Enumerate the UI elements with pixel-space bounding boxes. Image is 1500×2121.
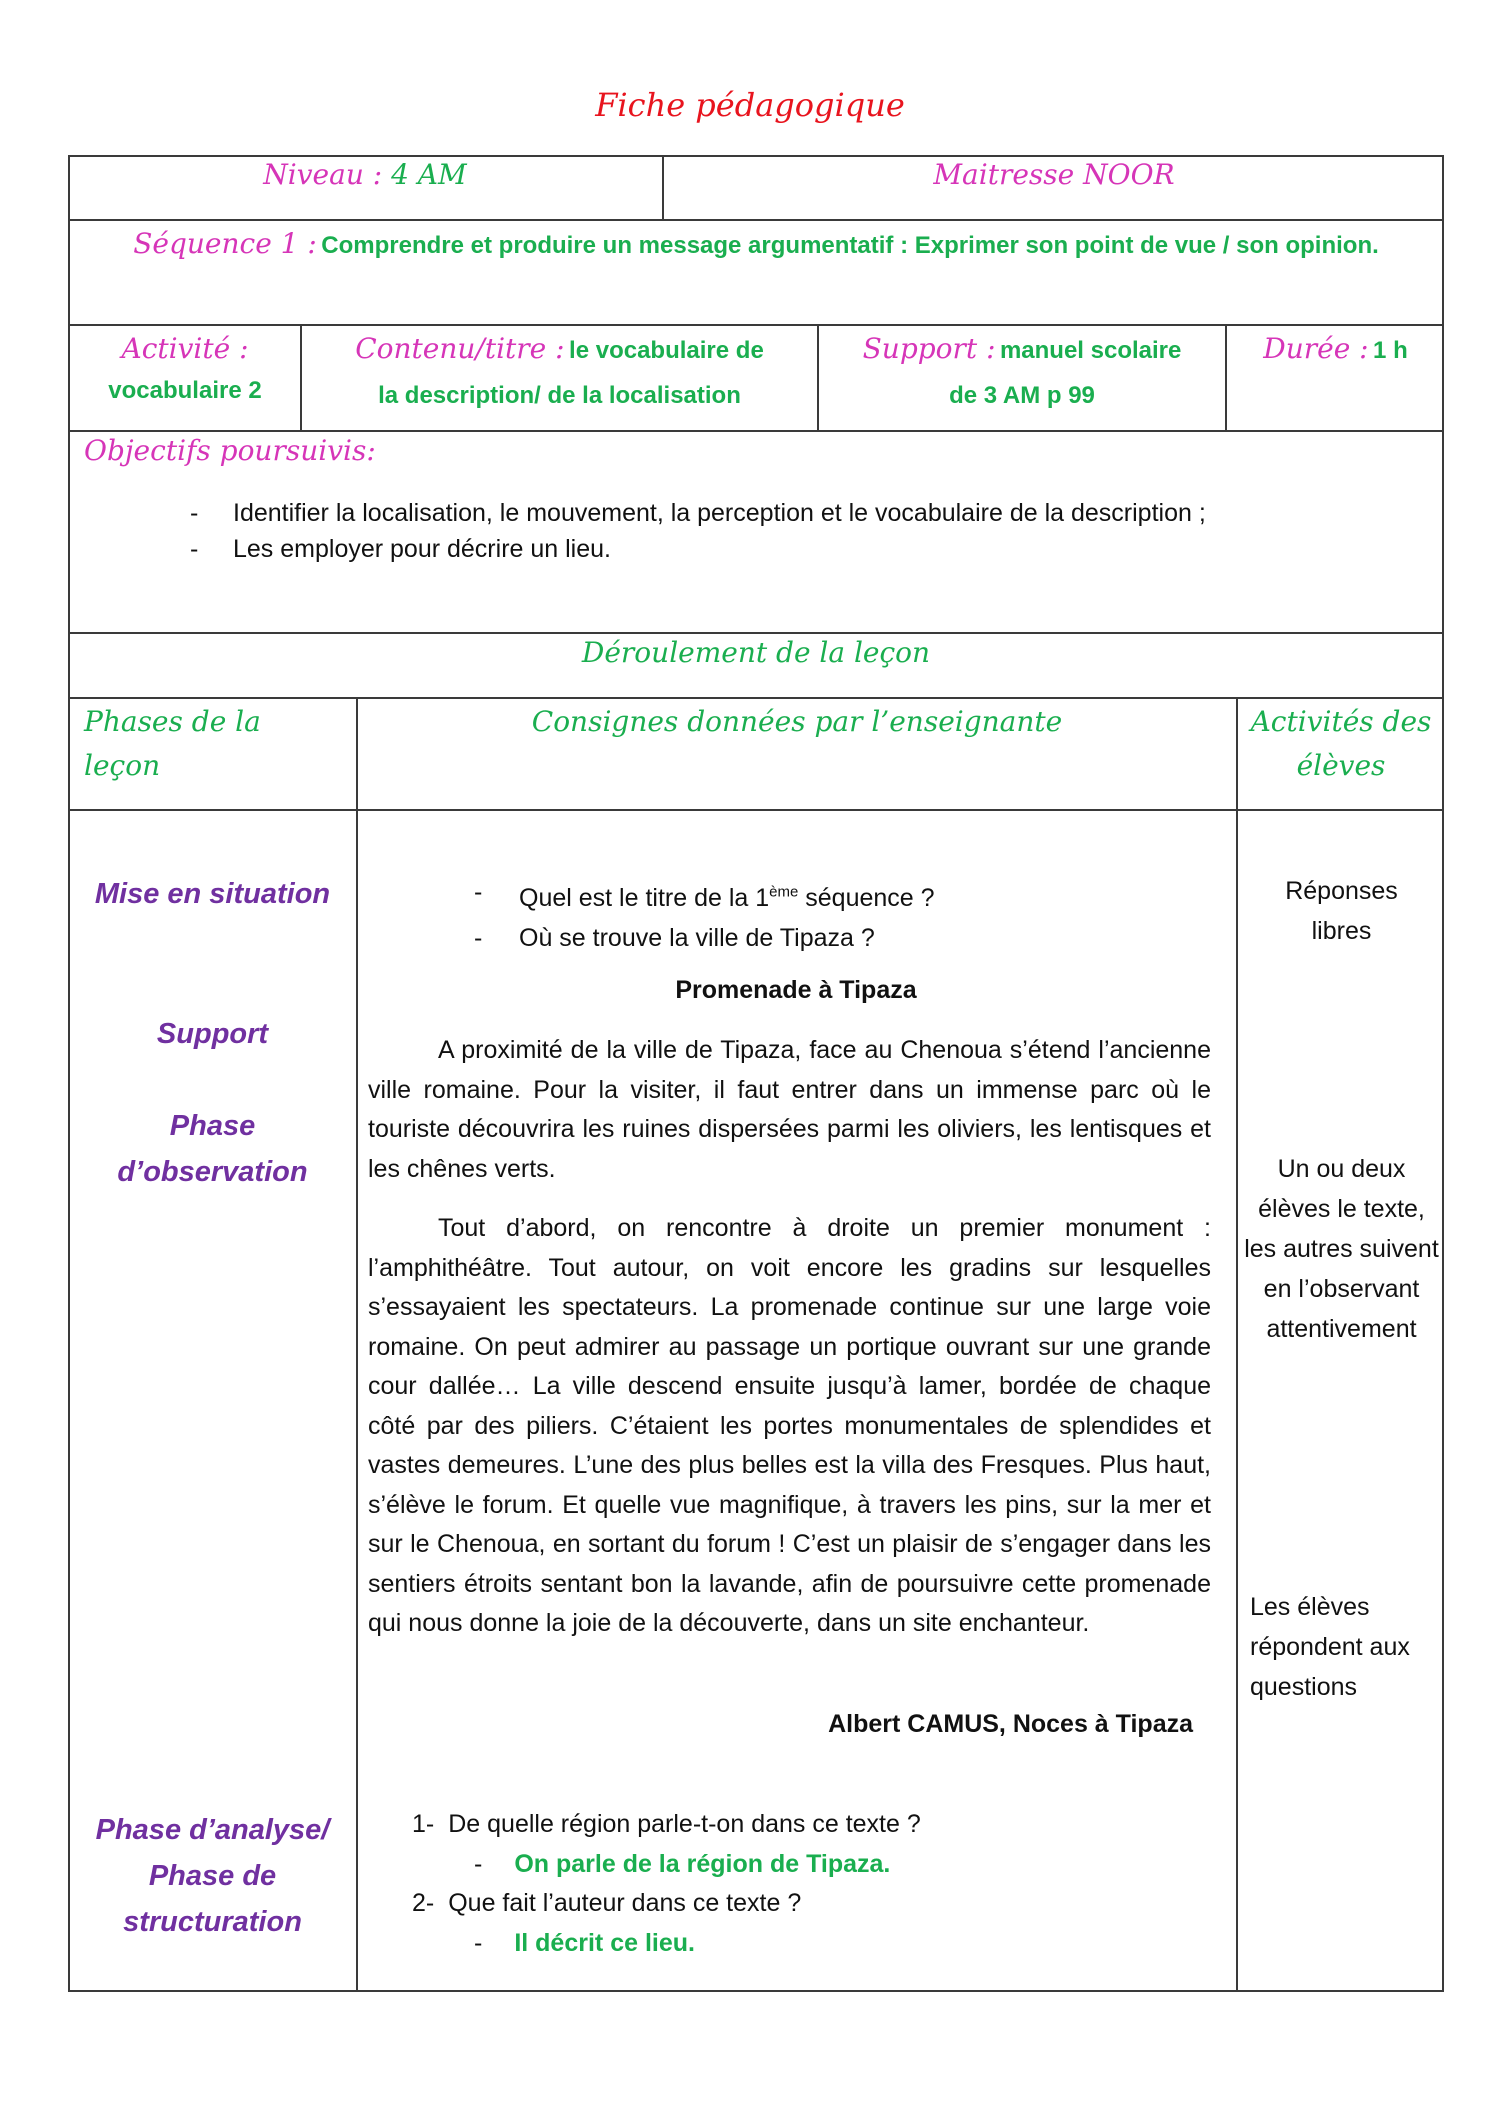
duree-label: Durée : — [1263, 332, 1369, 365]
sequence-label: Séquence 1 : — [133, 227, 317, 260]
activites-column — [1238, 811, 1444, 1991]
analysis-list — [412, 1805, 1192, 1963]
text-title: Promenade à Tipaza — [675, 976, 917, 1004]
question-list — [474, 873, 1174, 958]
contenu-value-1: le vocabulaire de — [569, 337, 764, 364]
activite-label: Activité : — [121, 332, 249, 365]
duree-value: 1 h — [1373, 337, 1408, 364]
support-value-2: de 3 AM p 99 — [949, 382, 1095, 409]
text-paragraph: Tout d’abord, on rencontre à droite un premier monument : l’amphithéâtre. Tout autour, on voit encore les gradins sur lesquelles s’essayaient les spectateurs. La promenade continue sur une large voie romaine. On peut admirer au passage un portique ouvrant sur une grande cour dallée… La ville descend ensuite jusqu’à lamer, bordée de chaque côté par des piliers. C’étaient les portes monumentales de splendides et vastes demeures. L’une des plus belles est la villa des Fresques. Plus haut, s’élève le forum. Et quelle vue magnifique, à travers les pins, sur la mer et sur le Chenoua, en sortant du forum ! C’est un plaisir de s’engager dans les sentiers étroits sentant bon la lavande, afin de poursuivre cette promenade qui nous donne la joie de la découverte, dans un site enchanteur. — [368, 1214, 1211, 1637]
teacher-name: Maitresse NOOR — [933, 158, 1175, 191]
support-cell — [819, 328, 1225, 417]
niveau-label: Niveau : — [263, 158, 383, 191]
activite-analyse: Les élèves répondent aux questions — [1250, 1593, 1410, 1701]
analysis-answer: - On parle de la région de Tipaza. — [474, 1849, 891, 1878]
column-header-activites: Activités des élèves — [1250, 705, 1432, 782]
phase-observation: Phase d’observation — [117, 1110, 308, 1188]
analysis-answer: - Il décrit ce lieu. — [474, 1928, 695, 1957]
support-label: Support : — [862, 332, 996, 365]
contenu-label: Contenu/titre : — [355, 332, 565, 365]
support-value-1: manuel scolaire — [999, 337, 1182, 364]
analysis-question: 1- De quelle région parle-t-on dans ce texte ? — [412, 1810, 921, 1838]
duree-cell — [1227, 328, 1444, 375]
column-header-consignes: Consignes données par l’enseignante — [531, 705, 1063, 738]
question-item: - Quel est le titre de la 1ème séquence ? — [474, 878, 935, 913]
phase-mise-en-situation: Mise en situation — [94, 878, 331, 910]
activite-observation: Un ou deux élèves le texte, les autres suivent en l’observant attentivement — [1244, 1155, 1439, 1343]
activite-value: vocabulaire 2 — [108, 377, 262, 404]
sequence-cell — [90, 224, 1422, 269]
contenu-value-2: la description/ de la localisation — [378, 382, 741, 409]
niveau-cell — [68, 158, 662, 191]
phase-analyse: Phase d’analyse/ Phase de structuration — [95, 1814, 330, 1938]
activite-mise-en-situation: Réponses libres — [1285, 877, 1398, 945]
sequence-value: Comprendre et produire un message argumentatif : Exprimer son point de vue / son opinion. — [321, 232, 1379, 259]
niveau-value: 4 AM — [391, 158, 467, 191]
objectif-item: - Identifier la localisation, le mouvement, la perception et le vocabulaire de la description ; — [190, 499, 1206, 527]
objectifs-label: Objectifs poursuivis: — [84, 434, 376, 467]
contenu-cell — [302, 328, 817, 417]
activite-cell — [70, 328, 300, 412]
page-title: Fiche pédagogique — [595, 86, 905, 124]
analysis-question: 2- Que fait l’auteur dans ce texte ? — [412, 1889, 802, 1917]
objectif-item: - Les employer pour décrire un lieu. — [190, 535, 611, 563]
reading-text — [368, 1031, 1211, 1644]
phases-column — [69, 811, 356, 1991]
phase-support: Support — [156, 1018, 269, 1050]
column-header-phases: Phases de la leçon — [84, 705, 261, 782]
text-source: Albert CAMUS, Noces à Tipaza — [828, 1710, 1193, 1738]
objectifs-list — [190, 495, 1430, 567]
deroulement-title: Déroulement de la leçon — [581, 636, 931, 669]
text-paragraph: A proximité de la ville de Tipaza, face au Chenoua s’étend l’ancienne ville romaine. Pour la visiter, il faut entrer dans un immense parc où le touriste découvrira les ruines dispersées parmi les oliviers, les lentisques et les chênes verts. — [368, 1036, 1211, 1183]
question-item: - Où se trouve la ville de Tipaza ? — [474, 923, 875, 952]
